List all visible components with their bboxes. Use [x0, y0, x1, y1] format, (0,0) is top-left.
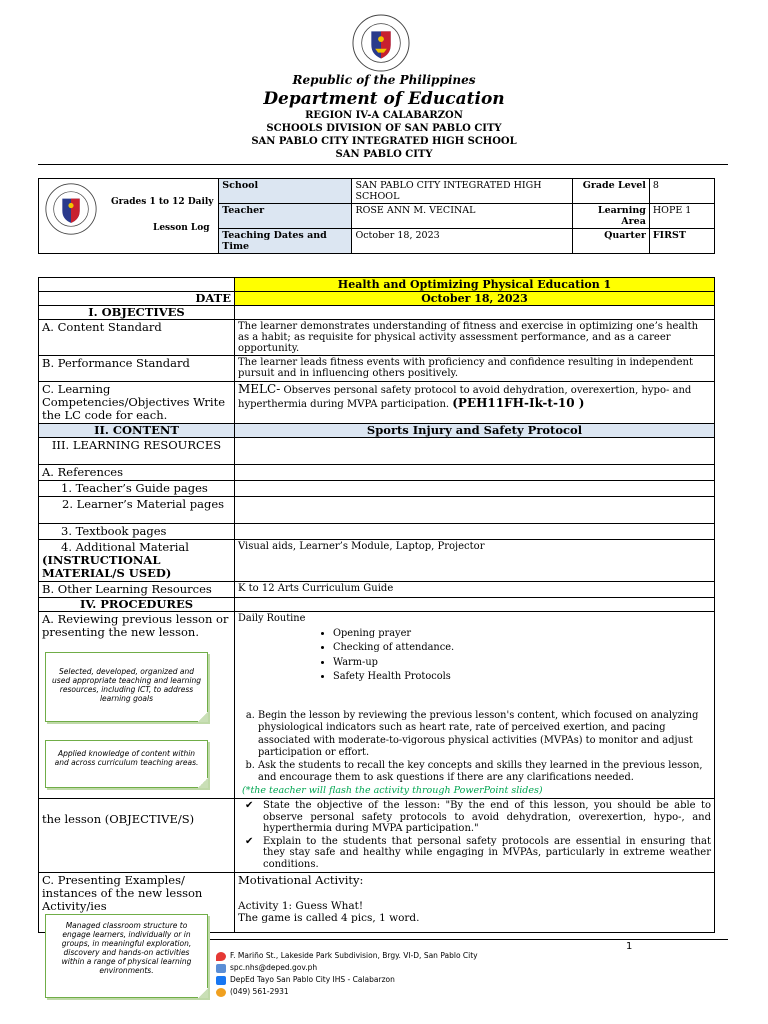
- routine-list: [238, 628, 711, 684]
- references-label: A. References: [39, 465, 235, 481]
- log-title-2: Lesson Log: [153, 223, 210, 233]
- school-label: School: [219, 179, 352, 204]
- teacher-label: Teacher: [219, 204, 352, 229]
- footer-address-row: [216, 950, 478, 961]
- content-standard-text: The learner demonstrates understanding of fitness and exercise in optimizing one’s health as a habit; as requisite for physical activity assessment performance, and as a career opportunity.: [235, 320, 715, 356]
- review-label: A. Reviewing previous lesson or presenting the new lesson.: [39, 612, 235, 799]
- review-step-b: b. Ask the students to recall the key concepts and skills they learned in the previous lesson, and encourage them to ask questions if there are any clarifications needed.: [258, 760, 711, 785]
- mail-icon: [216, 964, 226, 973]
- presenting-cell: [235, 873, 715, 933]
- additional-material-bold: (INSTRUCTIONAL MATERIAL/S USED): [42, 553, 172, 580]
- daily-routine-heading: Daily Routine: [238, 613, 306, 624]
- game-description: The game is called 4 pics, 1 word.: [238, 912, 420, 924]
- area-value: HOPE 1: [649, 204, 714, 229]
- quarter-label: Quarter: [572, 229, 649, 254]
- performance-standard-label: B. Performance Standard: [39, 356, 235, 382]
- check-icon: ✔: [245, 800, 254, 811]
- objectives-blank: [235, 306, 715, 320]
- dates-value: October 18, 2023: [352, 229, 572, 254]
- purpose-cell: [235, 799, 715, 873]
- footer-email: spc.nhs@deped.gov.ph: [230, 963, 318, 972]
- routine-item: • Checking of attendance.: [333, 642, 711, 655]
- routine-item: • Opening prayer: [333, 628, 711, 641]
- content-value: Sports Injury and Safety Protocol: [235, 424, 715, 438]
- teachers-guide-label: 1. Teacher’s Guide pages: [39, 481, 235, 497]
- subject-blank: [39, 278, 235, 292]
- activity-1-title: Activity 1: Guess What!: [238, 900, 364, 912]
- learners-material-label: 2. Learner’s Material pages: [39, 497, 235, 524]
- purpose-item: ✔ State the objective of the lesson: "By the end of this lesson, you should be able to observe personal safety protocols to avoid dehydration, overexertion, hypo-, and hyperthermia during MVPA participation.": [245, 800, 711, 834]
- learners-material-blank: [235, 497, 715, 524]
- textbook-blank: [235, 524, 715, 540]
- log-title-1: Grades 1 to 12 Daily: [111, 197, 214, 207]
- dates-label: Teaching Dates and Time: [219, 229, 352, 254]
- footer-address: F. Mariño St., Lakeside Park Subdivision, Brgy. VI-D, San Pablo City: [230, 951, 478, 960]
- teacher-note: (*the teacher will flash the activity through PowerPoint slides): [242, 784, 543, 796]
- content-heading: II. CONTENT: [39, 424, 235, 438]
- date-label: DATE: [39, 292, 235, 306]
- footer-email-row: [216, 962, 317, 973]
- check-icon: ✔: [245, 835, 254, 847]
- lesson-log-info-table: [38, 178, 715, 254]
- references-blank: [235, 465, 715, 481]
- footer-facebook-row: [216, 974, 395, 985]
- division-line: SCHOOLS DIVISION OF SAN PABLO CITY: [266, 123, 502, 134]
- other-resources-label: B. Other Learning Resources: [39, 582, 235, 598]
- footer-facebook: DepEd Tayo San Pablo City IHS - Calabarzon: [230, 975, 395, 984]
- motivational-heading: Motivational Activity:: [238, 873, 364, 887]
- footer-phone: (049) 561-2931: [230, 987, 289, 996]
- school-value: SAN PABLO CITY INTEGRATED HIGH SCHOOL: [352, 179, 572, 204]
- deped-small-seal-logo: [45, 183, 97, 235]
- grade-label: Grade Level: [572, 179, 649, 204]
- ppst-note-resources: Selected, developed, organized and used appropriate teaching and learning resources, including ICT, to address learning goals: [45, 652, 208, 722]
- republic-line: Republic of the Philippines: [292, 73, 476, 87]
- melc-prefix: MELC-: [238, 382, 281, 396]
- footer-phone-row: [216, 986, 289, 997]
- teachers-guide-blank: [235, 481, 715, 497]
- city-line: SAN PABLO CITY: [335, 149, 433, 160]
- area-label: Learning Area: [572, 204, 649, 229]
- review-cell: [235, 612, 715, 799]
- melc-code: (PEH11FH-Ik-t-10 ): [452, 396, 585, 410]
- additional-material-cell: [39, 540, 235, 582]
- resources-heading: III. LEARNING RESOURCES: [39, 438, 235, 465]
- log-title-cell: [39, 179, 219, 254]
- other-resources-value: K to 12 Arts Curriculum Guide: [235, 582, 715, 598]
- date-value: October 18, 2023: [235, 292, 715, 306]
- grade-value: 8: [649, 179, 714, 204]
- map-pin-icon: [216, 952, 226, 961]
- presenting-label: C. Presenting Examples/ instances of the new lesson Activity/ies: [39, 873, 235, 933]
- deped-seal-logo: [352, 14, 410, 72]
- region-line: REGION IV-A CALABARZON: [305, 110, 463, 121]
- ppst-note-classroom-structure: Managed classroom structure to engage learners, individually or in groups, in meaningful exploration, discovery and hands-on activities within a range of physical learning environments.: [45, 914, 208, 998]
- review-step-a: a. Begin the lesson by reviewing the previous lesson's content, which focused on analyzing physiological indicators such as heart rate, rate of perceived exertion, and pacing associated with moderate-to-vigorous physical activities (MVPAs) to monitor and adjust participation or effort.: [258, 710, 711, 760]
- lesson-plan-table: [38, 277, 715, 933]
- competencies-cell: [235, 382, 715, 424]
- competencies-label: C. Learning Competencies/Objectives Write the LC code for each.: [39, 382, 235, 424]
- purpose-item: ✔ Explain to the students that personal safety protocols are essential in ensuring that they stay safe and healthy while engaging in MVPAs, particularly in extreme weather conditions.: [245, 835, 711, 870]
- phone-icon: [216, 988, 226, 997]
- teacher-value: ROSE ANN M. VECINAL: [352, 204, 572, 229]
- additional-material-value: Visual aids, Learner’s Module, Laptop, Projector: [235, 540, 715, 582]
- footer-divider: [210, 939, 728, 940]
- subject-title: Health and Optimizing Physical Education 1: [235, 278, 715, 292]
- objectives-heading: I. OBJECTIVES: [39, 306, 235, 320]
- content-standard-label: A. Content Standard: [39, 320, 235, 356]
- procedures-heading: IV. PROCEDURES: [39, 598, 235, 612]
- facebook-icon: [216, 976, 226, 985]
- ppst-note-content-knowledge: Applied knowledge of content within and across curriculum teaching areas.: [45, 740, 208, 788]
- review-steps: [238, 710, 711, 785]
- textbook-label: 3. Textbook pages: [39, 524, 235, 540]
- performance-standard-text: The learner leads fitness events with proficiency and confidence resulting in independent pursuit and in influencing others positively.: [235, 356, 715, 382]
- purpose-label: the lesson (OBJECTIVE/S): [39, 799, 235, 873]
- department-title: Department of Education: [263, 89, 505, 109]
- routine-item: • Safety Health Protocols: [333, 671, 711, 684]
- resources-blank: [235, 438, 715, 465]
- purpose-list: [238, 800, 711, 870]
- header-divider: [38, 164, 728, 165]
- additional-material-label: 4. Additional Material: [61, 540, 189, 554]
- school-line: SAN PABLO CITY INTEGRATED HIGH SCHOOL: [251, 136, 517, 147]
- page-number: 1: [626, 941, 633, 952]
- melc-text: Observes personal safety protocol to avoid dehydration, overexertion, hypo- and hyperthermia during MVPA participation.: [238, 385, 692, 410]
- quarter-value: FIRST: [649, 229, 714, 254]
- procedures-blank: [235, 598, 715, 612]
- routine-item: • Warm-up: [333, 657, 711, 670]
